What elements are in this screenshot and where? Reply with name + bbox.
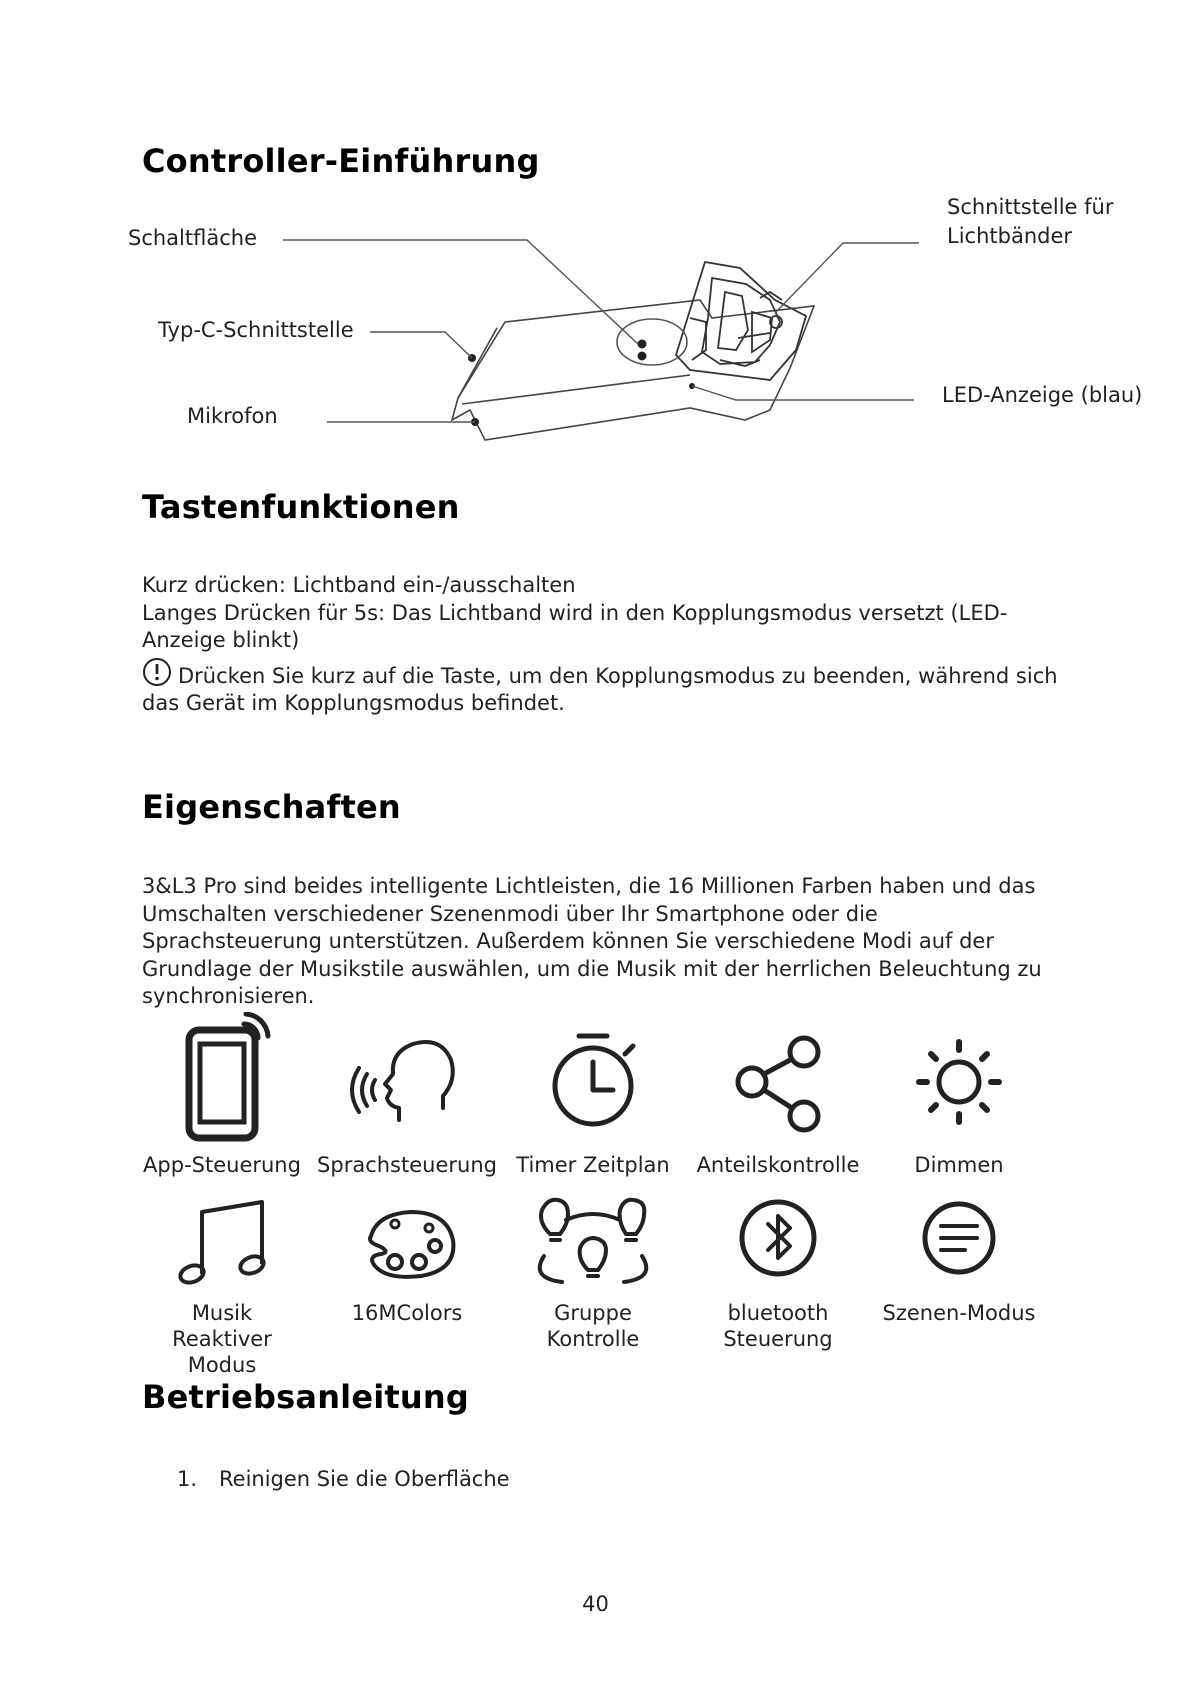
section-title-features: Eigenschaften — [142, 788, 401, 826]
note-content: Drücken Sie kurz auf die Taste, um den Kopplungsmodus zu beenden, während sich das Gerät im Kopplungsmodus befindet. — [142, 663, 1058, 715]
stopwatch-icon — [533, 1012, 653, 1142]
feature-bluetooth — [687, 1194, 869, 1352]
group-bulbs-icon — [528, 1194, 658, 1290]
button-functions-text — [142, 572, 1062, 718]
label-microphone: Mikrofon — [187, 404, 278, 428]
controller-body — [452, 300, 814, 440]
page-number: 40 — [582, 1592, 609, 1616]
share-icon — [718, 1012, 838, 1142]
feature-voice-control — [316, 1012, 498, 1178]
palette-icon — [347, 1194, 467, 1290]
feature-timer — [502, 1012, 684, 1178]
label-led-indicator: LED-Anzeige (blau) — [942, 383, 1143, 407]
connector — [676, 262, 806, 380]
feature-music-mode — [131, 1194, 313, 1378]
feature-app-control — [131, 1012, 313, 1178]
features-description: 3&L3 Pro sind beides intelligente Lichtleisten, die 16 Millionen Farben haben und das Umschalten verschiedener Szenenmodi über Ihr Smartphone oder die Sprachsteuerung unterstützen. Außerdem können Sie verschiedene Modi auf der Grundlage der Musikstile auswählen, um die Musik mit der herrlichen Beleuchtung zu synchronisieren. — [142, 874, 1042, 1008]
feature-dimming — [868, 1012, 1050, 1178]
step-text: Reinigen Sie die Oberfläche — [219, 1467, 510, 1491]
feature-label: Gruppe Kontrolle — [546, 1301, 640, 1351]
voice-icon — [347, 1012, 467, 1142]
label-strip-interface: Schnittstelle für Lichtbänder — [947, 195, 1114, 248]
feature-label: Szenen-Modus — [882, 1301, 1036, 1325]
feature-label: bluetooth Steuerung — [723, 1301, 833, 1351]
list-item — [177, 1467, 510, 1491]
feature-label: Dimmen — [914, 1153, 1004, 1177]
feature-scene-mode — [868, 1194, 1050, 1326]
long-press-text: Langes Drücken für 5s: Das Lichtband wird in den Kopplungsmodus versetzt (LED-Anzeige blinkt) — [142, 600, 1008, 652]
feature-16m-colors — [316, 1194, 498, 1326]
section-title-buttons: Tastenfunktionen — [142, 488, 460, 526]
feature-label: Musik Reaktiver Modus — [172, 1301, 272, 1377]
warning-icon — [142, 657, 172, 687]
feature-label: Sprachsteuerung — [317, 1153, 497, 1177]
music-note-icon — [162, 1194, 282, 1290]
feature-label: Timer Zeitplan — [516, 1153, 670, 1177]
smartphone-icon — [162, 1012, 282, 1142]
label-typec: Typ-C-Schnittstelle — [158, 318, 354, 342]
short-press-text: Kurz drücken: Lichtband ein-/ausschalten — [142, 573, 576, 597]
bluetooth-icon — [718, 1194, 838, 1290]
section-title-controller: Controller-Einführung — [142, 142, 540, 180]
feature-share — [687, 1012, 869, 1178]
brightness-icon — [899, 1012, 1019, 1142]
feature-label: Anteilskontrolle — [696, 1153, 860, 1177]
step-number: 1. — [177, 1467, 198, 1491]
scene-menu-icon — [899, 1194, 1019, 1290]
feature-group-control — [502, 1194, 684, 1352]
feature-label: 16MColors — [351, 1301, 463, 1325]
section-title-operation: Betriebsanleitung — [142, 1378, 469, 1416]
label-button: Schaltfläche — [128, 226, 257, 250]
feature-label: App-Steuerung — [143, 1153, 301, 1177]
note-text — [142, 657, 1062, 718]
